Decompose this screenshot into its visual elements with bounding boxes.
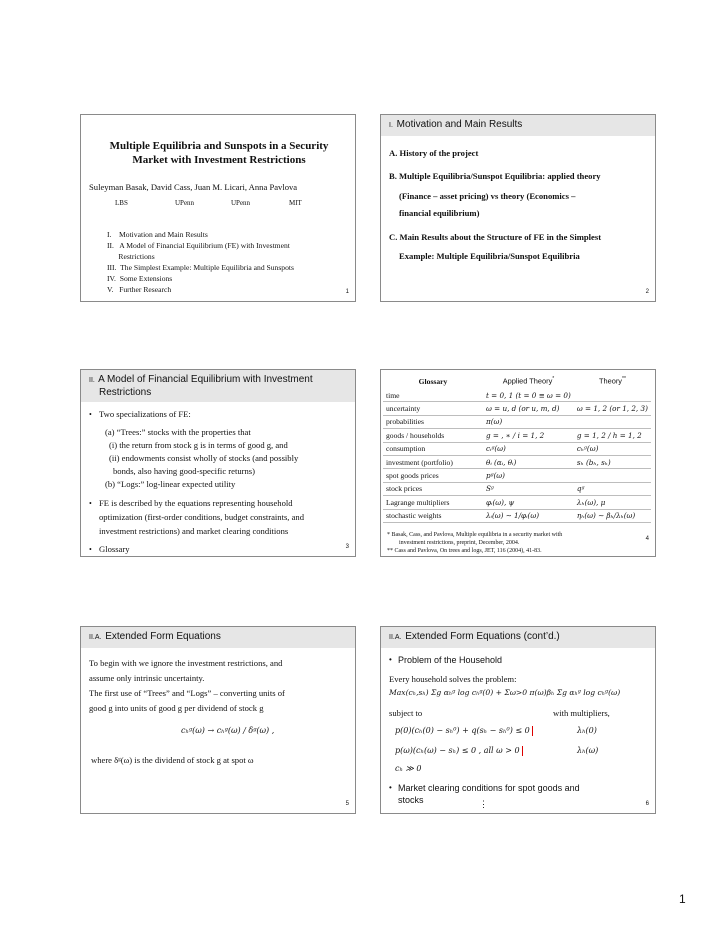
theory-cell: ω = 1, 2 (or 1, 2, 3)	[574, 402, 651, 415]
where-line: where δᵍ(ω) is the dividend of stock g at spot ω	[91, 755, 254, 765]
glossary-link[interactable]: Glossary	[99, 544, 130, 554]
multiplier-1: λₕ(0)	[577, 726, 597, 735]
table-header-row	[383, 373, 651, 389]
row-label: stochastic weights	[383, 509, 483, 522]
section-number: II.A.	[89, 634, 102, 641]
text-line: assume only intrinsic uncertainty.	[89, 673, 205, 683]
bullet-text: Problem of the Household	[398, 655, 503, 665]
applied-theory-cell: θᵢ (αᵢ, θᵢ)	[483, 455, 574, 468]
theory-cell: cₕᵍ(ω)	[574, 442, 651, 455]
footnote-2: ** Cass and Pavlova, On trees and logs, JET, 116 (2004), 41-83.	[387, 548, 542, 554]
text-line: Two specializations of FE:	[99, 409, 191, 419]
slide-2	[380, 114, 656, 302]
vertical-ellipsis: ⋮	[479, 799, 488, 809]
constraint-2-text: p(ω)(cₕ(ω) − sₕ) ≤ 0 , all ω > 0	[395, 746, 520, 755]
section-number: II.A.	[389, 634, 402, 641]
slide-1	[80, 114, 356, 302]
slide-header	[381, 115, 655, 136]
table-row	[383, 415, 651, 428]
slide-3	[80, 369, 356, 557]
slide-page-number: 5	[345, 801, 349, 807]
slide-header	[381, 627, 655, 648]
table-row	[383, 455, 651, 468]
table-row	[383, 509, 651, 522]
applied-theory-cell: cᵢᵍ(ω)	[483, 442, 574, 455]
row-label: stock prices	[383, 482, 483, 495]
footnote-1-cont: investment restrictions, preprint, December, 2004.	[399, 540, 520, 546]
theory-cell	[574, 415, 651, 428]
slide-page-number: 4	[645, 536, 649, 542]
affiliation-2: UPenn	[175, 199, 195, 207]
text-line: FE is described by the equations representing household	[99, 498, 293, 508]
bullet: •	[389, 655, 392, 664]
affiliation-4: MIT	[289, 199, 302, 207]
slide-header	[81, 370, 355, 402]
slide-page-number: 1	[345, 289, 349, 295]
applied-theory-cell: φᵢ(ω), ψ	[483, 496, 574, 509]
line-b-2: (Finance – asset pricing) vs theory (Economics –	[399, 191, 576, 201]
applied-theory-cell: g = , ∗ / i = 1, 2	[483, 429, 574, 442]
table-row	[383, 429, 651, 442]
constraint-1	[395, 725, 533, 737]
authors: Suleyman Basak, David Cass, Juan M. Licari, Anna Pavlova	[89, 182, 298, 192]
cursor-mark	[522, 746, 523, 756]
slide-title: Motivation and Main Results	[396, 119, 523, 130]
slide-title: Extended Form Equations (cont’d.)	[405, 631, 560, 642]
affiliation-1: LBS	[115, 199, 128, 207]
applied-theory-cell: Sᵍ	[483, 482, 574, 495]
section-number: II.	[89, 377, 95, 384]
affiliation-3: UPenn	[231, 199, 251, 207]
table-row	[383, 482, 651, 495]
theory-cell: λₕ(ω), μ	[574, 496, 651, 509]
row-label: investment (portfolio)	[383, 455, 483, 468]
row-label: Lagrange multipliers	[383, 496, 483, 509]
text-line: (a) “Trees:” stocks with the properties that	[105, 427, 251, 437]
slide-6	[380, 626, 656, 814]
theory-cell	[574, 469, 651, 482]
outline-item-1: I. Motivation and Main Results	[107, 230, 208, 239]
constraint-3: cₕ ≫ 0	[395, 764, 422, 773]
slide-title-line-1: Multiple Equilibria and Sunspots in a Security	[109, 140, 329, 152]
theory-cell: ηₕ(ω) ∼ βₕ/λₕ(ω)	[574, 509, 651, 522]
slide-header	[81, 627, 355, 648]
footnote-mark: *	[552, 376, 555, 383]
footnote-1: * Basak, Cass, and Pavlova, Multiple equilibria in a security market with	[387, 532, 563, 538]
applied-theory-cell: π(ω)	[483, 415, 574, 428]
applied-theory-cell: t = 0, 1 (t = 0 ≡ ω = 0)	[483, 389, 574, 402]
theory-cell: g = 1, 2 / h = 1, 2	[574, 429, 651, 442]
row-label: uncertainty	[383, 402, 483, 415]
multiplier-2: λₕ(ω)	[577, 746, 599, 755]
slide-4	[380, 369, 656, 557]
text-line: bonds, also having good-specific returns)	[113, 466, 256, 476]
slide-page-number: 2	[645, 289, 649, 295]
text-line: (i) the return from stock g is in terms of good g, and	[109, 440, 288, 450]
text-line: (ii) endowments consist wholly of stocks (and possibly	[109, 453, 299, 463]
theory-cell: sₕ (bₕ, sₕ)	[574, 455, 651, 468]
outline-item-4: IV. Some Extensions	[107, 274, 173, 283]
subject-to: subject to	[389, 708, 423, 718]
outline-item-3: III. The Simplest Example: Multiple Equilibria and Sunspots	[107, 263, 294, 272]
text-line: Every household solves the problem:	[389, 674, 517, 684]
bullet: •	[89, 410, 92, 419]
theory-cell	[574, 389, 651, 402]
table-row	[383, 402, 651, 415]
bullet: •	[389, 783, 392, 792]
row-label: goods / households	[383, 429, 483, 442]
text-line: optimization (first-order conditions, budget constraints, and	[99, 512, 305, 522]
line-b-3: financial equilibrium)	[399, 208, 480, 218]
conversion-equation: cₕᵍ(ω) → cₕᵍ(ω) / δᵍ(ω) ,	[181, 726, 275, 735]
bullet-text-cont: stocks	[398, 795, 424, 805]
text-line: To begin with we ignore the investment restrictions, and	[89, 658, 283, 668]
text-line: The first use of “Trees” and “Logs” – converting units of	[89, 688, 285, 698]
applied-theory-cell: pᵍ(ω)	[483, 469, 574, 482]
table-row	[383, 442, 651, 455]
line-a-text: A. History of the project	[389, 148, 479, 158]
text-line: good g into units of good g per dividend of stock g	[89, 703, 264, 713]
row-label: consumption	[383, 442, 483, 455]
constraint-1-text: p(0)(cₕ(0) − sₕ⁰) + q(sₕ − sₕ⁰) ≤ 0	[395, 726, 530, 735]
line-c-2: Example: Multiple Equilibria/Sunspot Equilibria	[399, 251, 580, 261]
outline-item-2-cont: Restrictions	[107, 252, 155, 261]
bullet: •	[89, 499, 92, 508]
glossary-table	[383, 373, 651, 523]
slide-page-number: 3	[345, 544, 349, 550]
line-b: B. Multiple Equilibria/Sunspot Equilibria: applied theory	[389, 171, 601, 181]
slide-title-line-2: Market with Investment Restrictions	[132, 154, 306, 166]
outline-item-2: II. A Model of Financial Equilibrium (FE) with Investment	[107, 241, 290, 250]
applied-theory-cell: λᵢ(ω) ∼ 1/φᵢ(ω)	[483, 509, 574, 522]
text-line: investment restrictions) and market clearing conditions	[99, 526, 289, 536]
footnote-mark: **	[622, 376, 626, 383]
page-number: 1	[679, 892, 686, 906]
line-a	[389, 147, 478, 159]
outline-item-5: V. Further Research	[107, 285, 172, 294]
row-label: spot goods prices	[383, 469, 483, 482]
slide-page-number: 6	[645, 801, 649, 807]
col-header: Glossary	[418, 376, 448, 386]
line-c: C. Main Results about the Structure of FE in the Simplest	[389, 232, 602, 242]
table-row	[383, 389, 651, 402]
slide-5	[80, 626, 356, 814]
slide-title-line-1: A Model of Financial Equilibrium with Investment	[98, 374, 313, 385]
table-row	[383, 469, 651, 482]
bullet: •	[89, 545, 92, 554]
applied-theory-cell: ω = u, d (or u, m, d)	[483, 402, 574, 415]
slide-title-line-2: Restrictions	[99, 387, 152, 398]
row-label: time	[383, 389, 483, 402]
text-line: (b) “Logs:” log-linear expected utility	[105, 479, 236, 489]
row-label: probabilities	[383, 415, 483, 428]
table-row	[383, 496, 651, 509]
bullet-text: Market clearing conditions for spot goods and	[398, 783, 580, 793]
cursor-mark	[532, 726, 533, 736]
objective-equation: Max(cₕ,sₕ) Σg αₕᵍ log cₕᵍ(0) + Σω>0 π(ω)βₕ Σg αₕᵍ log cₕᵍ(ω)	[389, 688, 621, 697]
col-header: Theory	[598, 376, 622, 386]
col-header: Applied Theory	[502, 376, 553, 386]
theory-cell: qᵍ	[574, 482, 651, 495]
section-number: I.	[389, 122, 393, 129]
with-multipliers: with multipliers,	[553, 708, 610, 718]
slide-title: Extended Form Equations	[105, 631, 221, 642]
constraint-2	[395, 745, 523, 757]
